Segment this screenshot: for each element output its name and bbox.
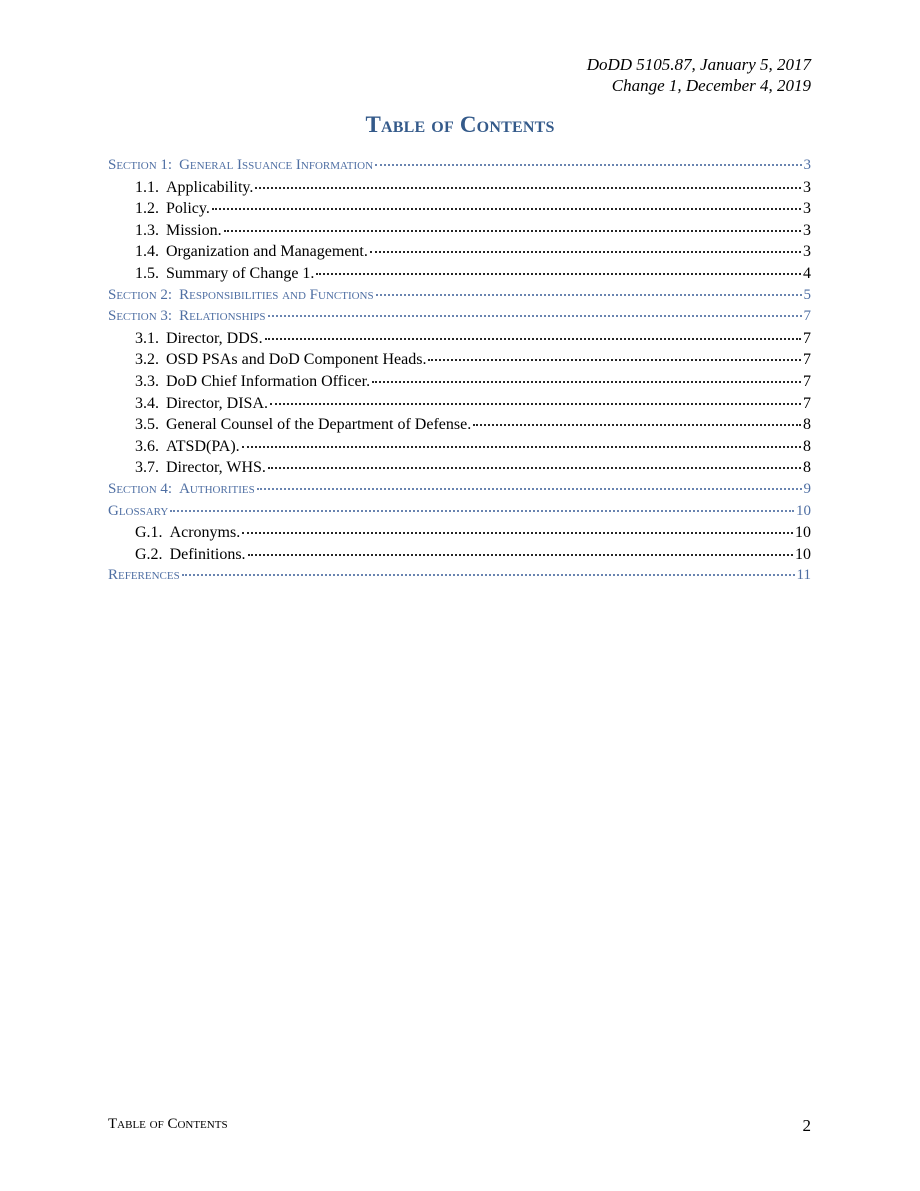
toc-entry-text: Director, DDS. [166, 329, 263, 347]
toc-section-link[interactable] [108, 503, 811, 525]
toc-subsection-link[interactable] [108, 524, 811, 546]
toc-entry-page: 7 [803, 329, 811, 347]
toc-entry-number: Section 4: [108, 480, 173, 497]
page-footer [108, 1116, 811, 1136]
toc-leader-dots [265, 338, 801, 340]
toc-entry-text: General Counsel of the Department of Defense. [166, 416, 472, 434]
toc-title: Table of Contents [365, 112, 555, 137]
toc-entry-page: 10 [795, 524, 811, 542]
toc-entry-label [135, 438, 240, 456]
toc-subsection-link[interactable] [108, 546, 811, 568]
toc-section-link[interactable] [108, 287, 811, 309]
toc-entry-page: 3 [803, 200, 811, 218]
toc-entry-text: Organization and Management. [166, 243, 368, 261]
toc-entry-number: 3.6. [135, 437, 159, 455]
toc-entry-page: 3 [803, 178, 811, 196]
toc-entry-page: 10 [796, 502, 811, 519]
toc-entry-label [135, 243, 368, 261]
toc-leader-dots [182, 574, 795, 576]
toc-entry-label [135, 222, 222, 240]
toc-subsection-link[interactable] [108, 459, 811, 481]
toc-entry-text: Acronyms. [169, 524, 241, 542]
toc-entry-number: Section 3: [108, 308, 173, 325]
toc-entry-number: 3.5. [135, 416, 159, 434]
toc-leader-dots [370, 251, 801, 253]
toc-leader-dots [212, 208, 801, 210]
toc-leader-dots [428, 359, 801, 361]
toc-leader-dots [268, 315, 802, 317]
toc-entry-page: 3 [803, 221, 811, 239]
toc-entry-number: 3.3. [135, 372, 159, 390]
table-of-contents [108, 157, 811, 589]
toc-leader-dots [224, 230, 801, 232]
toc-leader-dots [372, 381, 801, 383]
toc-subsection-link[interactable] [108, 179, 811, 201]
toc-section-link[interactable] [108, 308, 811, 330]
toc-entry-page: 11 [796, 567, 811, 584]
toc-entry-page: 3 [803, 243, 811, 261]
toc-entry-page: 7 [803, 394, 811, 412]
toc-leader-dots [270, 403, 801, 405]
toc-entry-text: Policy. [166, 200, 210, 218]
toc-subsection-link[interactable] [108, 243, 811, 265]
toc-subsection-link[interactable] [108, 222, 811, 244]
toc-entry-text: OSD PSAs and DoD Component Heads. [166, 351, 427, 369]
toc-entry-number: 3.4. [135, 394, 159, 412]
toc-leader-dots [255, 187, 801, 189]
toc-entry-text: References [108, 567, 180, 584]
toc-entry-label [108, 481, 255, 498]
toc-leader-dots [376, 294, 802, 296]
toc-subsection-link[interactable] [108, 351, 811, 373]
page-header [587, 54, 811, 96]
toc-entry-number: 3.1. [135, 329, 159, 347]
toc-leader-dots [268, 467, 801, 469]
toc-entry-text: Relationships [179, 308, 266, 325]
toc-leader-dots [316, 273, 801, 275]
toc-entry-text: Summary of Change 1. [166, 264, 315, 282]
toc-section-link[interactable] [108, 481, 811, 503]
toc-section-link[interactable] [108, 567, 811, 589]
toc-entry-text: Authorities [179, 480, 255, 497]
toc-entry-text: Glossary [108, 502, 169, 519]
toc-entry-text: General Issuance Information [179, 157, 374, 173]
toc-entry-number: G.1. [135, 524, 163, 542]
toc-entry-label [108, 287, 374, 304]
toc-entry-text: ATSD(PA). [166, 437, 240, 455]
toc-entry-text: Mission. [166, 221, 222, 239]
toc-entry-number: 3.7. [135, 459, 159, 477]
toc-entry-page: 8 [803, 437, 811, 455]
header-document-id: DoDD 5105.87, January 5, 2017 [586, 55, 811, 74]
toc-leader-dots [257, 488, 802, 490]
toc-entry-label [135, 265, 314, 283]
toc-entry-label [135, 179, 253, 197]
toc-entry-label [135, 330, 263, 348]
toc-entry-label [135, 351, 426, 369]
toc-entry-page: 7 [803, 351, 811, 369]
toc-entry-number: 1.3. [135, 221, 159, 239]
toc-entry-text: Responsibilities and Functions [179, 286, 374, 303]
toc-leader-dots [170, 510, 794, 512]
toc-section-link[interactable] [108, 157, 811, 179]
toc-entry-label [135, 395, 268, 413]
toc-leader-dots [473, 424, 801, 426]
toc-entry-text: Definitions. [169, 545, 246, 563]
toc-entry-number: 1.5. [135, 264, 159, 282]
toc-entry-page: 3 [803, 157, 811, 173]
toc-entry-number: 1.2. [135, 200, 159, 218]
toc-entry-label [135, 459, 266, 477]
toc-entry-page: 7 [803, 372, 811, 390]
toc-entry-label [108, 567, 180, 584]
toc-leader-dots [242, 532, 793, 534]
toc-entry-label [108, 503, 168, 520]
toc-entry-label [135, 524, 240, 542]
footer-label: Table of Contents [108, 1116, 228, 1132]
toc-entry-label [135, 546, 246, 564]
toc-entry-label [135, 373, 370, 391]
toc-entry-label [108, 157, 373, 174]
toc-leader-dots [248, 554, 793, 556]
toc-subsection-link[interactable] [108, 395, 811, 417]
toc-entry-page: 8 [803, 416, 811, 434]
toc-entry-text: Director, WHS. [166, 459, 266, 477]
toc-entry-page: 5 [803, 286, 811, 303]
toc-entry-text: Applicability. [166, 178, 254, 196]
page-number: 2 [802, 1116, 811, 1135]
toc-entry-page: 9 [803, 480, 811, 497]
toc-entry-label [108, 308, 266, 325]
toc-entry-page: 10 [795, 545, 811, 563]
toc-entry-number: Section 1: [108, 157, 173, 173]
toc-subsection-link[interactable] [108, 200, 811, 222]
toc-subsection-link[interactable] [108, 265, 811, 287]
toc-subsection-link[interactable] [108, 373, 811, 395]
toc-entry-page: 7 [803, 308, 811, 325]
toc-leader-dots [242, 446, 801, 448]
header-change-date: Change 1, December 4, 2019 [611, 76, 811, 95]
toc-subsection-link[interactable] [108, 416, 811, 438]
toc-entry-number: Section 2: [108, 286, 173, 303]
toc-entry-number: G.2. [135, 545, 163, 563]
toc-subsection-link[interactable] [108, 438, 811, 460]
toc-entry-text: Director, DISA. [166, 394, 268, 412]
toc-entry-label [135, 416, 471, 434]
toc-entry-number: 3.2. [135, 351, 159, 369]
toc-subsection-link[interactable] [108, 330, 811, 352]
toc-entry-label [135, 200, 210, 218]
toc-entry-number: 1.4. [135, 243, 159, 261]
toc-entry-text: DoD Chief Information Officer. [166, 372, 371, 390]
toc-entry-page: 4 [803, 264, 811, 282]
toc-entry-number: 1.1. [135, 178, 159, 196]
toc-entry-page: 8 [803, 459, 811, 477]
toc-leader-dots [375, 164, 801, 166]
